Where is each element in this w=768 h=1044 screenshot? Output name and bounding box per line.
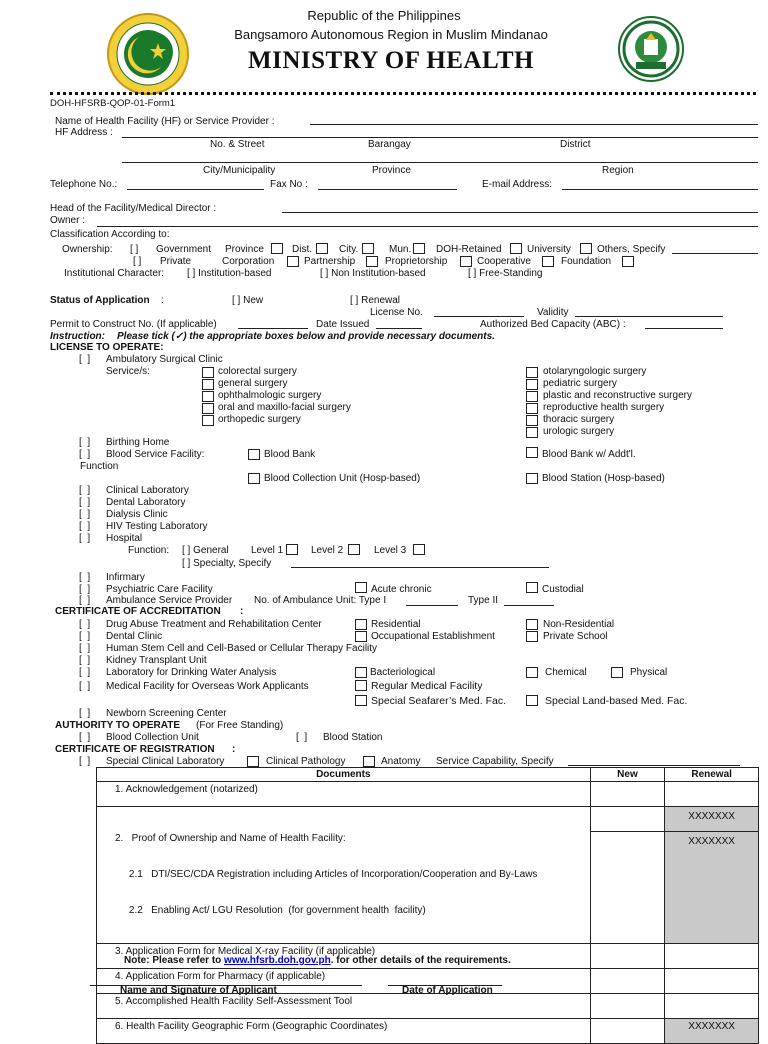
non-institution-based-option[interactable]: [ ] Non Institution-based	[320, 268, 426, 279]
document-cell	[97, 994, 591, 1019]
level2-label: Level 2	[311, 545, 344, 556]
occupational-checkbox[interactable]	[355, 631, 367, 642]
university-checkbox[interactable]	[580, 243, 592, 254]
blood-service-label: Blood Service Facility:	[106, 449, 205, 460]
hospital-tick[interactable]: [ ]	[79, 533, 91, 544]
others-label: Others, Specify	[597, 244, 666, 255]
dental-lab-label: Dental Laboratory	[106, 497, 186, 508]
special-lab-tick[interactable]: [ ]	[79, 756, 91, 767]
hf-address-field[interactable]	[122, 137, 758, 138]
general-option[interactable]: [ ] General	[182, 545, 229, 556]
level1-checkbox[interactable]	[286, 544, 298, 555]
seafarer-label: Special Seafarer’s Med. Fac.	[371, 695, 507, 707]
facility-name-label: Name of Health Facility (HF) or Service Provider :	[55, 116, 275, 127]
status-renewal-option[interactable]: [ ] Renewal	[350, 295, 401, 306]
document-subtext: 2.2 Enabling Act/ LGU Resolution (for government health facility)	[115, 905, 426, 916]
dialysis-label: Dialysis Clinic	[106, 509, 168, 520]
permit-label: Permit to Construct No. (If applicable)	[50, 319, 217, 330]
clinical-lab-label: Clinical Laboratory	[106, 485, 189, 496]
city-checkbox[interactable]	[362, 243, 374, 254]
service-checkbox[interactable]	[202, 391, 214, 402]
instruction-text: Please tick (✓) the appropriate boxes below and provide necessary documents.	[117, 331, 495, 342]
email-field[interactable]	[562, 189, 758, 190]
blood-bank-addtl-checkbox[interactable]	[526, 447, 538, 458]
renewal-cell[interactable]	[665, 994, 759, 1019]
hospital-function-label: Function:	[128, 545, 170, 556]
instruction-prefix: Instruction:	[50, 331, 105, 342]
service-checkbox[interactable]	[526, 415, 538, 426]
cooperative-checkbox[interactable]	[542, 256, 554, 267]
private-tick[interactable]: [ ]	[133, 256, 142, 267]
residential-label: Residential	[371, 619, 421, 630]
blood-service-tick[interactable]: [ ]	[79, 449, 91, 460]
ministry-title: MINISTRY OF HEALTH	[248, 47, 534, 74]
proprietorship-checkbox[interactable]	[460, 256, 472, 267]
clinical-lab-tick[interactable]: [ ]	[79, 485, 91, 496]
ato-sub: (For Free Standing)	[196, 720, 284, 731]
service-checkbox[interactable]	[526, 379, 538, 390]
date-issued-field[interactable]	[376, 328, 422, 329]
residential-checkbox[interactable]	[355, 619, 367, 630]
document-text: 1. Acknowledgement (notarized)	[115, 784, 258, 795]
bcu-hosp-checkbox[interactable]	[248, 473, 260, 484]
level3-label: Level 3	[374, 545, 407, 556]
head-field[interactable]	[282, 212, 758, 213]
water-lab-tick[interactable]: [ ]	[79, 667, 91, 678]
mun-label: Mun.	[389, 244, 412, 255]
private-label: Private	[160, 256, 192, 267]
renewal-cell[interactable]	[665, 969, 759, 994]
level2-checkbox[interactable]	[348, 544, 360, 555]
renewal-cell-shaded	[665, 807, 759, 944]
coa-colon: :	[240, 606, 244, 617]
occupational-label: Occupational Establishment	[371, 631, 495, 642]
university-label: University	[527, 244, 571, 255]
document-text: 3. Application Form for Medical X-ray Facility (if applicable)	[115, 946, 376, 957]
acute-chronic-label: Acute chronic	[371, 584, 432, 595]
address-line-2[interactable]	[122, 162, 758, 163]
renewal-header: Renewal	[665, 768, 759, 782]
anatomy-checkbox[interactable]	[363, 756, 375, 767]
custodial-label: Custodial	[542, 584, 584, 595]
drug-abuse-tick[interactable]: [ ]	[79, 619, 91, 630]
clinical-pathology-checkbox[interactable]	[247, 756, 259, 767]
ambulance-unit-label: No. of Ambulance Unit: Type I	[254, 595, 387, 606]
cor-heading: CERTIFICATE OF REGISTRATION	[55, 744, 215, 755]
new-cell[interactable]	[590, 807, 665, 944]
acute-chronic-checkbox[interactable]	[355, 582, 367, 593]
partnership-label: Partnership	[304, 256, 356, 267]
newborn-tick[interactable]: [ ]	[79, 708, 91, 719]
hfsrb-link[interactable]: www.hfsrb.doh.gov.ph	[224, 955, 331, 966]
institution-based-option[interactable]: [ ] Institution-based	[187, 268, 272, 279]
specialty-option[interactable]: [ ] Specialty, Specify	[182, 558, 272, 569]
barangay-caption: Barangay	[368, 139, 411, 150]
table-row	[97, 807, 759, 944]
service-capability-field[interactable]	[568, 765, 740, 766]
blood-station-hosp-label: Blood Station (Hosp-based)	[542, 473, 665, 484]
service-urologic: urologic surgery	[543, 426, 615, 437]
city-caption: City/Municipality	[203, 165, 276, 176]
table-row	[97, 1019, 759, 1044]
hiv-tick[interactable]: [ ]	[79, 521, 91, 532]
bacteriological-checkbox[interactable]	[355, 667, 367, 678]
province-checkbox[interactable]	[271, 243, 283, 254]
document-text: 6. Health Facility Geographic Form (Geographic Coordinates)	[115, 1021, 388, 1032]
services-label: Service/s:	[106, 366, 150, 377]
dist-label: Dist.	[292, 244, 312, 255]
renewal-xxx: XXXXXXX	[665, 807, 758, 832]
government-label: Government	[156, 244, 212, 255]
land-based-label: Special Land-based Med. Fac.	[545, 695, 688, 707]
land-based-checkbox[interactable]	[526, 695, 538, 706]
email-label: E-mail Address:	[482, 179, 553, 190]
service-reproductive: reproductive health surgery	[543, 402, 665, 413]
service-checkbox[interactable]	[526, 391, 538, 402]
birthing-label: Birthing Home	[106, 437, 170, 448]
owner-field[interactable]	[97, 226, 758, 227]
abc-field[interactable]	[645, 328, 723, 329]
district-caption: District	[560, 139, 591, 150]
fax-label: Fax No :	[270, 179, 308, 190]
license-no-field[interactable]	[434, 316, 524, 317]
dental-clinic-tick[interactable]: [ ]	[79, 631, 91, 642]
table-row	[97, 782, 759, 807]
service-otolaryngologic: otolaryngologic surgery	[543, 366, 647, 377]
blood-bank-checkbox[interactable]	[248, 449, 260, 460]
service-oral-maxillofacial: oral and maxillo-facial surgery	[218, 402, 351, 413]
bacteriological-label: Bacteriological	[370, 667, 436, 678]
chemical-checkbox[interactable]	[526, 667, 538, 678]
anatomy-label: Anatomy	[381, 756, 421, 767]
documents-table	[96, 767, 759, 1044]
level3-checkbox[interactable]	[413, 544, 425, 555]
bcu-hosp-label: Blood Collection Unit (Hosp-based)	[264, 473, 421, 484]
ato-blood-station-tick[interactable]: [ ]	[296, 732, 308, 743]
facility-name-field[interactable]	[310, 124, 758, 125]
water-lab-label: Laboratory for Drinking Water Analysis	[106, 667, 277, 678]
psychiatric-tick[interactable]: [ ]	[79, 584, 91, 595]
chemical-label: Chemical	[545, 667, 587, 678]
blood-station-hosp-checkbox[interactable]	[526, 473, 538, 484]
ato-blood-station-label: Blood Station	[323, 732, 383, 743]
table-row	[97, 994, 759, 1019]
physical-label: Physical	[630, 667, 668, 678]
doh-retained-checkbox[interactable]	[510, 243, 522, 254]
type1-field[interactable]	[406, 605, 458, 606]
service-checkbox[interactable]	[526, 427, 538, 438]
telephone-label: Telephone No.:	[50, 179, 118, 190]
date-issued-label: Date Issued	[316, 319, 370, 330]
service-plastic: plastic and reconstructive surgery	[543, 390, 692, 401]
doh-retained-label: DOH-Retained	[436, 244, 502, 255]
ambulatory-tick[interactable]: [ ]	[79, 354, 91, 365]
city-option-label: City.	[339, 244, 359, 255]
classification-label: Classification According to:	[50, 229, 170, 240]
hiv-label: HIV Testing Laboratory	[106, 521, 208, 532]
government-tick[interactable]: [ ]	[130, 244, 139, 255]
service-checkbox[interactable]	[526, 367, 538, 378]
regular-medical-label: Regular Medical Facility	[371, 680, 483, 692]
service-checkbox[interactable]	[202, 367, 214, 378]
level1-label: Level 1	[251, 545, 284, 556]
dist-checkbox[interactable]	[316, 243, 328, 254]
physical-checkbox[interactable]	[611, 667, 623, 678]
kidney-label: Kidney Transplant Unit	[106, 655, 207, 666]
corporation-checkbox[interactable]	[287, 256, 299, 267]
note-suffix: . for other details of the requirements.	[330, 955, 511, 966]
cor-colon: :	[232, 744, 236, 755]
cooperative-label: Cooperative	[477, 256, 531, 267]
seafarer-checkbox[interactable]	[355, 695, 367, 706]
new-cell[interactable]	[590, 994, 665, 1019]
hospital-label: Hospital	[106, 533, 143, 544]
new-cell[interactable]	[590, 782, 665, 807]
validity-label: Validity	[537, 307, 569, 318]
specialty-field[interactable]	[291, 567, 549, 568]
infirmary-tick[interactable]: [ ]	[79, 572, 91, 583]
special-lab-label: Special Clinical Laboratory	[106, 756, 225, 767]
service-pediatric: pediatric surgery	[543, 378, 617, 389]
others-field[interactable]	[672, 253, 758, 254]
document-cell	[97, 782, 591, 807]
new-header: New	[590, 768, 665, 782]
institutional-label: Institutional Character:	[64, 268, 165, 279]
service-thoracic: thoracic surgery	[543, 414, 615, 425]
psychiatric-label: Psychiatric Care Facility	[106, 584, 213, 595]
proprietorship-label: Proprietorship	[385, 256, 448, 267]
dental-clinic-label: Dental Clinic	[106, 631, 163, 642]
mun-checkbox[interactable]	[413, 243, 425, 254]
owner-label: Owner :	[50, 215, 86, 226]
blood-bank-addtl-label: Blood Bank w/ Addt'l.	[542, 449, 636, 460]
dialysis-tick[interactable]: [ ]	[79, 509, 91, 520]
blood-bank-label: Blood Bank	[264, 449, 316, 460]
non-residential-checkbox[interactable]	[526, 619, 538, 630]
hf-address-label: HF Address :	[55, 127, 113, 138]
owa-tick[interactable]: [ ]	[79, 681, 91, 692]
province-caption: Province	[372, 165, 411, 176]
region-text: Bangsamoro Autonomous Region in Muslim Mindanao	[234, 27, 548, 42]
coa-heading: CERTIFICATE OF ACCREDITATION	[55, 606, 221, 617]
documents-header: Documents	[97, 768, 591, 782]
renewal-xxx: XXXXXXX	[688, 836, 735, 847]
status-new-option[interactable]: [ ] New	[232, 295, 264, 306]
service-orthopedic: orthopedic surgery	[218, 414, 301, 425]
private-school-checkbox[interactable]	[526, 631, 538, 642]
new-cell[interactable]	[590, 1019, 665, 1044]
date-caption: Date of Application	[402, 985, 493, 996]
status-colon: :	[161, 295, 164, 306]
non-residential-label: Non-Residential	[543, 619, 615, 630]
foundation-checkbox[interactable]	[622, 256, 634, 267]
note-text	[124, 956, 511, 966]
document-text: 5. Accomplished Health Facility Self-Assessment Tool	[115, 996, 353, 1007]
lto-heading: LICENSE TO OPERATE:	[50, 342, 164, 353]
newborn-label: Newborn Screening Center	[106, 708, 227, 719]
fax-field[interactable]	[318, 189, 457, 190]
head-label: Head of the Facility/Medical Director :	[50, 203, 217, 214]
ato-bcu-label: Blood Collection Unit	[106, 732, 199, 743]
service-general: general surgery	[218, 378, 288, 389]
note-prefix: Note: Please refer to	[124, 955, 222, 966]
function-word: Function	[80, 461, 119, 472]
stem-cell-tick[interactable]: [ ]	[79, 643, 91, 654]
type2-field[interactable]	[504, 605, 554, 606]
renewal-cell[interactable]	[665, 944, 759, 969]
telephone-field[interactable]	[127, 189, 264, 190]
service-checkbox[interactable]	[202, 403, 214, 414]
infirmary-label: Infirmary	[106, 572, 145, 583]
foundation-label: Foundation	[561, 256, 612, 267]
no-street-caption: No. & Street	[210, 139, 265, 150]
renewal-cell[interactable]	[665, 782, 759, 807]
clinical-pathology-label: Clinical Pathology	[266, 756, 346, 767]
service-ophthalmologic: ophthalmologic surgery	[218, 390, 322, 401]
ownership-label: Ownership:	[62, 244, 113, 255]
document-subtext: 2.1 DTI/SEC/CDA Registration including Articles of Incorporation/Cooperation and By-Laws	[115, 869, 538, 880]
private-school-label: Private School	[543, 631, 608, 642]
header-divider	[50, 92, 756, 95]
republic-text: Republic of the Philippines	[307, 8, 461, 23]
partnership-checkbox[interactable]	[366, 256, 378, 267]
ato-heading: AUTHORITY TO OPERATE	[55, 720, 181, 731]
renewal-cell-shaded: XXXXXXX	[665, 1019, 759, 1044]
ambulance-label: Ambulance Service Provider	[106, 595, 233, 606]
service-checkbox[interactable]	[526, 403, 538, 414]
service-capability-label: Service Capability, Specify	[436, 756, 554, 767]
owa-label: Medical Facility for Overseas Work Applicants	[106, 681, 309, 692]
regular-medical-checkbox[interactable]	[355, 680, 367, 691]
type2-label: Type II	[468, 595, 499, 606]
table-header-row	[97, 768, 759, 782]
abc-label: Authorized Bed Capacity (ABC) :	[480, 319, 626, 330]
permit-field[interactable]	[238, 328, 308, 329]
service-checkbox[interactable]	[202, 415, 214, 426]
kidney-tick[interactable]: [ ]	[79, 655, 91, 666]
ambulance-tick[interactable]: [ ]	[79, 595, 91, 606]
dental-lab-tick[interactable]: [ ]	[79, 497, 91, 508]
stem-cell-label: Human Stem Cell and Cell-Based or Cellular Therapy Facility	[106, 643, 378, 654]
service-colorectal: colorectal surgery	[218, 366, 297, 377]
form-code: DOH-HFSRB-QOP-01-Form1	[50, 98, 176, 109]
document-text: 2. Proof of Ownership and Name of Health Facility:	[115, 833, 346, 844]
ato-bcu-tick[interactable]: [ ]	[79, 732, 91, 743]
free-standing-option[interactable]: [ ] Free-Standing	[468, 268, 543, 279]
document-cell	[97, 807, 591, 944]
drug-abuse-label: Drug Abuse Treatment and Rehabilitation Center	[106, 619, 322, 630]
custodial-checkbox[interactable]	[526, 582, 538, 593]
status-label: Status of Application	[50, 295, 150, 306]
province-option-label: Province	[225, 244, 264, 255]
corporation-label: Corporation	[222, 256, 275, 267]
ambulatory-label: Ambulatory Surgical Clinic	[106, 354, 223, 365]
region-caption: Region	[602, 165, 634, 176]
signature-caption: Name and Signature of Applicant	[120, 985, 277, 996]
document-cell	[97, 1019, 591, 1044]
service-checkbox[interactable]	[202, 379, 214, 390]
license-no-label: License No.	[370, 307, 423, 318]
new-cell[interactable]	[590, 969, 665, 994]
validity-field[interactable]	[575, 316, 723, 317]
document-text: 4. Application Form for Pharmacy (if applicable)	[115, 971, 326, 982]
birthing-tick[interactable]: [ ]	[79, 437, 91, 448]
new-cell[interactable]	[590, 944, 665, 969]
